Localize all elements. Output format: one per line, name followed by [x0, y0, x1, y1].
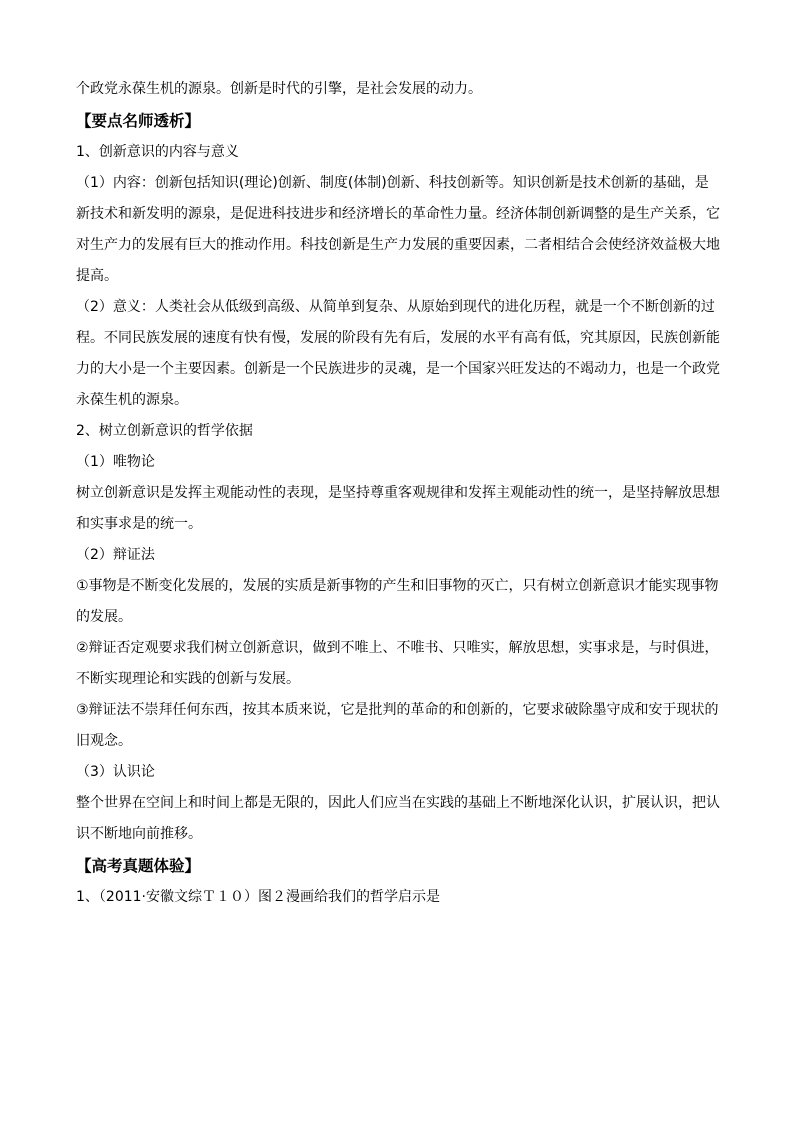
item1-content-line: 新技术和新发明的源泉，是促进科技进步和经济增长的革命性力量。经济体制创新调整的是生产关系，它 — [76, 206, 720, 222]
item1-content-line: 提高。 — [76, 268, 118, 284]
item1-significance-line: 程。不同民族发展的速度有快有慢，发展的阶段有先有后，发展的水平有高有低，究其原因，民族创新能 — [76, 330, 720, 346]
document-page — [76, 74, 720, 913]
section-heading-exam-questions: 【高考真题体验】 — [76, 857, 201, 875]
sub2-line: 旧观念。 — [76, 733, 132, 749]
item1-content-line: 对生产力的发展有巨大的推动作用。科技创新是生产力发展的重要因素，二者相结合会使经济效益极大地 — [76, 237, 720, 253]
section-heading-key-points: 【要点名师透析】 — [76, 112, 201, 130]
sub3-line: 识不断地向前推移。 — [76, 826, 202, 842]
sub2-title: （2）辩证法 — [76, 547, 155, 563]
sub1-line: 树立创新意识是发挥主观能动性的表现，是坚持尊重客观规律和发挥主观能动性的统一，是坚持解放思想 — [76, 485, 720, 501]
item1-significance-line: 力的大小是一个主要因素。创新是一个民族进步的灵魂，是一个国家兴旺发达的不竭动力，也是一个政党 — [76, 361, 720, 377]
sub3-title: （3）认识论 — [76, 764, 155, 780]
item1-significance-line: 永葆生机的源泉。 — [76, 392, 188, 408]
sub2-line: 不断实现理论和实践的创新与发展。 — [76, 671, 300, 687]
question-1: 1、（2011·安徽文综Ｔ１０）图２漫画给我们的哲学启示是 — [76, 889, 440, 905]
item1-title: 1、创新意识的内容与意义 — [76, 144, 239, 160]
sub3-line: 整个世界在空间上和时间上都是无限的，因此人们应当在实践的基础上不断地深化认识，扩展认识，把认 — [76, 795, 720, 811]
item2-title: 2、树立创新意识的哲学依据 — [76, 423, 253, 439]
sub2-line: 的发展。 — [76, 609, 132, 625]
sub1-title: （1）唯物论 — [76, 454, 155, 470]
sub2-line: ①事物是不断变化发展的，发展的实质是新事物的产生和旧事物的灭亡，只有树立创新意识才能实现事物 — [76, 578, 719, 594]
intro-line: 个政党永葆生机的源泉。创新是时代的引擎，是社会发展的动力。 — [76, 81, 482, 97]
sub2-line: ③辩证法不崇拜任何东西，按其本质来说，它是批判的革命的和创新的，它要求破除墨守成和安于现状的 — [76, 702, 719, 718]
sub1-line: 和实事求是的统一。 — [76, 516, 202, 532]
sub2-line: ②辩证否定观要求我们树立创新意识，做到不唯上、不唯书、只唯实，解放思想，实事求是，与时俱进， — [76, 640, 719, 656]
item1-significance-line: （2）意义：人类社会从低级到高级、从简单到复杂、从原始到现代的进化历程，就是一个不断创新的过 — [76, 299, 715, 315]
item1-content-line: （1）内容：创新包括知识(理论)创新、制度(体制)创新、科技创新等。知识创新是技术创新的基础，是 — [76, 175, 709, 191]
